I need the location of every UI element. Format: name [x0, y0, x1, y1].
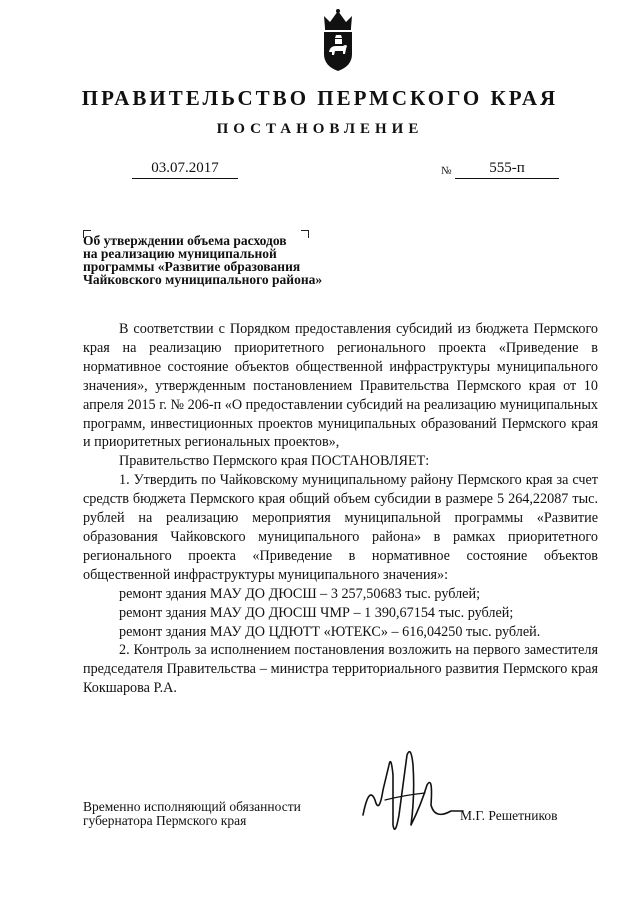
document-number: 555-п: [455, 160, 559, 179]
number-sign: №: [441, 165, 452, 177]
subject-line: Чайковского муниципального района»: [83, 272, 323, 287]
resolves-paragraph: Правительство Пермского края ПОСТАНОВЛЯЕТ:: [119, 453, 430, 470]
document-type: ПОСТАНОВЛЕНИЕ: [216, 121, 424, 137]
signatory-position-line: Временно исполняющий обязанности: [83, 799, 301, 814]
document-date: 03.07.2017: [132, 160, 238, 179]
handwritten-signature: [355, 745, 465, 845]
signatory-position: [83, 800, 301, 828]
subject-line: Об утверждении объема расходов: [83, 233, 287, 248]
sub-item-2: ремонт здания МАУ ДО ДЮСШ ЧМР – 1 390,67154 тыс. рублей;: [119, 604, 514, 621]
document-body: [83, 320, 598, 698]
government-title: ПРАВИТЕЛЬСТВО ПЕРМСКОГО КРАЯ: [81, 86, 559, 110]
coat-of-arms-icon: [316, 8, 360, 74]
item-1-paragraph: 1. Утвердить по Чайковскому муниципальному району Пермского края за счет средств бюджета Пермского края общий объем субсидии в размере 5 264,22087 тыс. рублей на реализацию мероприятия муниципальной программы «Развитие образования Чайковского муниципального района» в рамках приоритетного регионального проекта «Приведение в нормативное состояние объектов общественной инфраструктуры муниципального значения»:: [83, 472, 598, 583]
item-2-paragraph: 2. Контроль за исполнением постановления возложить на первого заместителя председателя Правительства – министра территориального развития Пермского края Кокшарова Р.А.: [83, 642, 598, 697]
sub-item-3: ремонт здания МАУ ДО ЦДЮТТ «ЮТЕКС» – 616,04250 тыс. рублей.: [119, 623, 541, 640]
signatory-position-line: губернатора Пермского края: [83, 813, 247, 828]
subject-line: на реализацию муниципальной: [83, 246, 277, 261]
preamble-paragraph: В соответствии с Порядком предоставления субсидий из бюджета Пермского края на реализацию приоритетного регионального проекта «Приведение в нормативное состояние объектов общественной инфраструктуры муниципального значения», утвержденным постановлением Правительства Пермского края от 10 апреля 2015 г. № 206-п «О предоставлении субсидий на реализацию муниципальных программ, инвестиционных проектов муниципальных образований Пермского края и приоритетных региональных проектов»,: [83, 321, 598, 451]
document-subject: [83, 234, 363, 286]
signatory-name: М.Г. Решетников: [460, 808, 558, 823]
sub-item-1: ремонт здания МАУ ДО ДЮСШ – 3 257,50683 тыс. рублей;: [119, 585, 481, 602]
subject-line: программы «Развитие образования: [83, 259, 301, 274]
